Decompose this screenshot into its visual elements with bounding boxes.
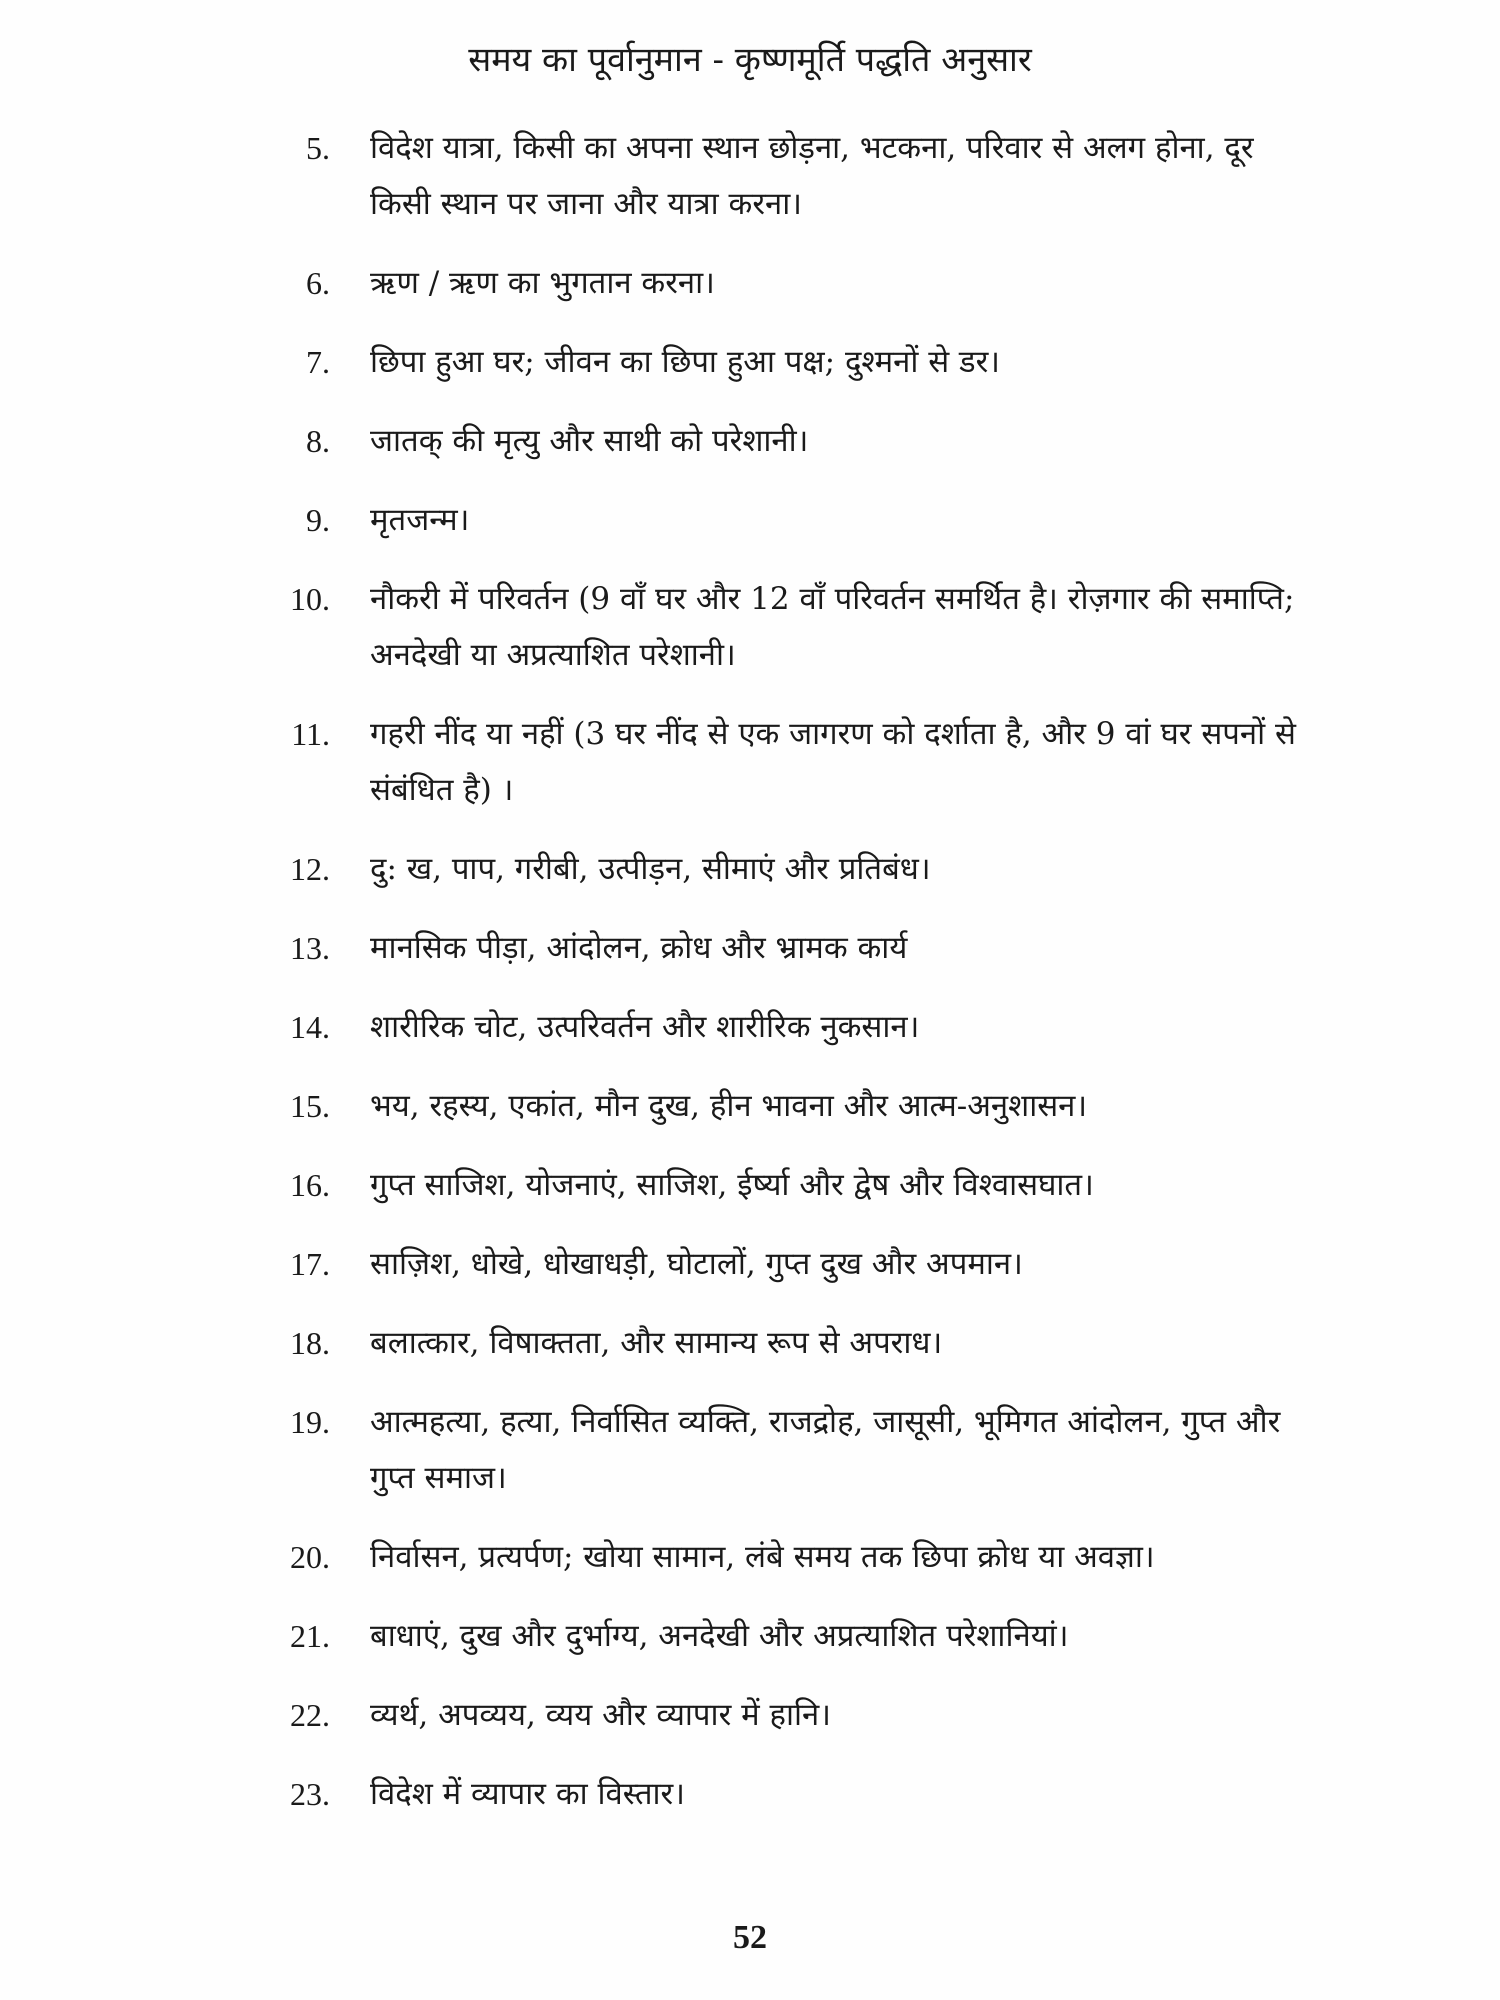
item-text: आत्महत्या, हत्या, निर्वासित व्यक्ति, राजद्रोह, जासूसी, भूमिगत आंदोलन, गुप्त और गुप्त समाज। [370, 1404, 1281, 1496]
item-number: 5. [306, 130, 330, 166]
item-text: गहरी नींद या नहीं (3 घर नींद से एक जागरण को दर्शाता है, और 9 वां घर सपनों से संबंधित है) । [370, 716, 1296, 808]
list-item [238, 1687, 1298, 1743]
item-number: 9. [306, 502, 330, 538]
list-item [238, 1157, 1298, 1213]
item-number: 12. [290, 851, 330, 887]
list-item [238, 841, 1298, 897]
page-number: 52 [733, 1919, 767, 1956]
item-text: भय, रहस्य, एकांत, मौन दुख, हीन भावना और आत्म-अनुशासन। [370, 1088, 1088, 1124]
list-item [238, 120, 1298, 232]
item-number: 21. [290, 1618, 330, 1654]
list-item [238, 413, 1298, 469]
list-item [238, 1529, 1298, 1585]
item-number: 23. [290, 1776, 330, 1812]
item-number: 16. [290, 1167, 330, 1203]
list-item [238, 999, 1298, 1055]
item-text: विदेश यात्रा, किसी का अपना स्थान छोड़ना, भटकना, परिवार से अलग होना, दूर किसी स्थान पर जाना और यात्रा करना। [370, 130, 1254, 222]
item-number: 10. [290, 581, 330, 617]
item-text: मृतजन्म। [370, 502, 470, 538]
list-item [238, 334, 1298, 390]
item-number: 7. [306, 344, 330, 380]
list-item [238, 1078, 1298, 1134]
numbered-list [238, 120, 1298, 1845]
item-number: 20. [290, 1539, 330, 1575]
item-number: 11. [291, 716, 330, 752]
list-item [238, 920, 1298, 976]
item-text: बलात्कार, विषाक्तता, और सामान्य रूप से अपराध। [370, 1325, 943, 1361]
list-item [238, 1236, 1298, 1292]
running-header: समय का पूर्वानुमान - कृष्णमूर्ति पद्धति अनुसार [468, 40, 1032, 80]
item-text: शारीरिक चोट, उत्परिवर्तन और शारीरिक नुकसान। [370, 1009, 920, 1045]
item-text: गुप्त साजिश, योजनाएं, साजिश, ईर्ष्या और द्वेष और विश्वासघात। [370, 1167, 1094, 1203]
list-item [238, 1315, 1298, 1371]
item-number: 18. [290, 1325, 330, 1361]
list-item [238, 1394, 1298, 1506]
item-text: जातक् की मृत्यु और साथी को परेशानी। [370, 423, 809, 459]
item-number: 13. [290, 930, 330, 966]
list-item [238, 571, 1298, 683]
item-text: छिपा हुआ घर; जीवन का छिपा हुआ पक्ष; दुश्मनों से डर। [370, 344, 1001, 380]
item-number: 22. [290, 1697, 330, 1733]
item-text: व्यर्थ, अपव्यय, व्यय और व्यापार में हानि। [370, 1697, 831, 1733]
list-item [238, 255, 1298, 311]
item-text: बाधाएं, दुख और दुर्भाग्य, अनदेखी और अप्रत्याशित परेशानियां। [370, 1618, 1069, 1654]
item-number: 6. [306, 265, 330, 301]
item-text: विदेश में व्यापार का विस्तार। [370, 1776, 685, 1812]
item-number: 15. [290, 1088, 330, 1124]
item-number: 14. [290, 1009, 330, 1045]
item-number: 17. [290, 1246, 330, 1282]
item-number: 19. [290, 1404, 330, 1440]
item-text: ऋण / ऋण का भुगतान करना। [370, 265, 715, 301]
list-item [238, 492, 1298, 548]
item-text: नौकरी में परिवर्तन (9 वाँ घर और 12 वाँ परिवर्तन समर्थित है। रोज़गार की समाप्ति; अनदेखी या अप्रत्याशित परेशानी। [370, 581, 1295, 673]
item-text: मानसिक पीड़ा, आंदोलन, क्रोध और भ्रामक कार्य [370, 930, 908, 966]
list-item [238, 1608, 1298, 1664]
item-text: साज़िश, धोखे, धोखाधड़ी, घोटालों, गुप्त दुख और अपमान। [370, 1246, 1023, 1282]
item-text: दु: ख, पाप, गरीबी, उत्पीड़न, सीमाएं और प्रतिबंध। [370, 851, 931, 887]
list-item [238, 706, 1298, 818]
item-number: 8. [306, 423, 330, 459]
list-item [238, 1766, 1298, 1822]
item-text: निर्वासन, प्रत्यर्पण; खोया सामान, लंबे समय तक छिपा क्रोध या अवज्ञा। [370, 1539, 1155, 1575]
